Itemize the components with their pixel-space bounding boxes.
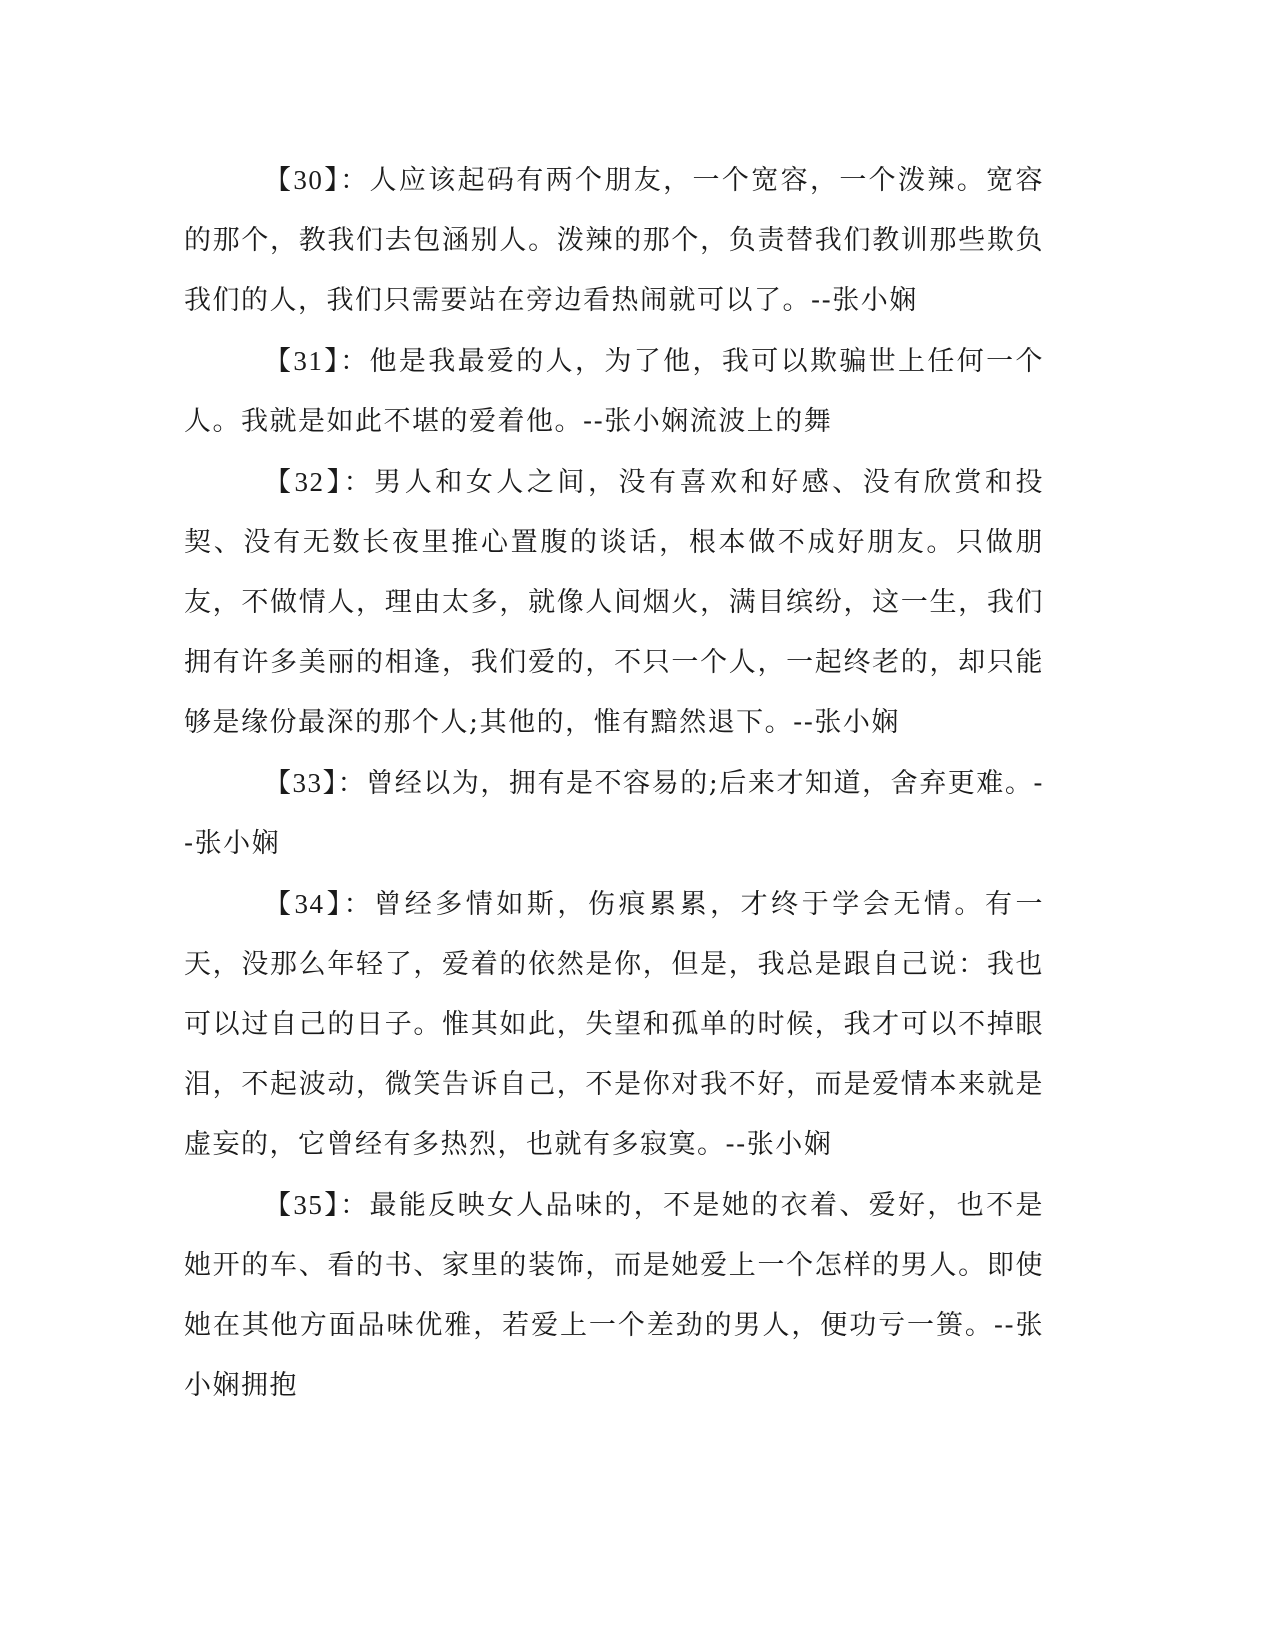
quote-text: ：曾经多情如斯，伤痕累累，才终于学会无情。有一天，没那么年轻了，爱着的依然是你，但是，我总是跟自己说：我也可以过自己的日子。惟其如此，失望和孤单的时候，我才可以不掉眼泪，不起波动，微笑告诉自己，不是你对我不好，而是爱情本来就是虚妄的，它曾经有多热烈，也就有多寂寞。--张小娴 [184, 889, 1045, 1160]
quote-text: ：曾经以为，拥有是不容易的;后来才知道，舍弃更难。--张小娴 [184, 768, 1045, 859]
quote-list [184, 150, 1044, 1416]
quote-paragraph-35 [184, 1175, 1044, 1416]
quote-text: ：人应该起码有两个朋友，一个宽容，一个泼辣。宽容的那个，教我们去包涵别人。泼辣的那个，负责替我们教训那些欺负我们的人，我们只需要站在旁边看热闹就可以了。--张小娴 [184, 165, 1045, 316]
quote-paragraph-34 [184, 874, 1044, 1175]
quote-number: 【30】 [264, 165, 341, 195]
quote-number: 【34】 [264, 889, 344, 919]
quote-paragraph-31 [184, 331, 1044, 452]
quote-paragraph-32 [184, 452, 1044, 753]
quote-number: 【35】 [264, 1190, 341, 1220]
quote-text: ：男人和女人之间，没有喜欢和好感、没有欣赏和投契、没有无数长夜里推心置腹的谈话，根本做不成好朋友。只做朋友，不做情人，理由太多，就像人间烟火，满目缤纷，这一生，我们拥有许多美丽的相逢，我们爱的，不只一个人，一起终老的，却只能够是缘份最深的那个人;其他的，惟有黯然退下。--张小娴 [184, 467, 1045, 738]
quote-text: ：最能反映女人品味的，不是她的衣着、爱好，也不是她开的车、看的书、家里的装饰，而是她爱上一个怎样的男人。即使她在其他方面品味优雅，若爱上一个差劲的男人，便功亏一篑。--张小娴拥抱 [184, 1190, 1045, 1401]
quote-number: 【31】 [264, 346, 341, 376]
quote-number: 【32】 [264, 467, 344, 497]
quote-number: 【33】 [264, 768, 338, 798]
quote-paragraph-33 [184, 753, 1044, 874]
quote-paragraph-30 [184, 150, 1044, 331]
quote-text: ：他是我最爱的人，为了他，我可以欺骗世上任何一个人。我就是如此不堪的爱着他。--张小娴流波上的舞 [184, 346, 1045, 437]
